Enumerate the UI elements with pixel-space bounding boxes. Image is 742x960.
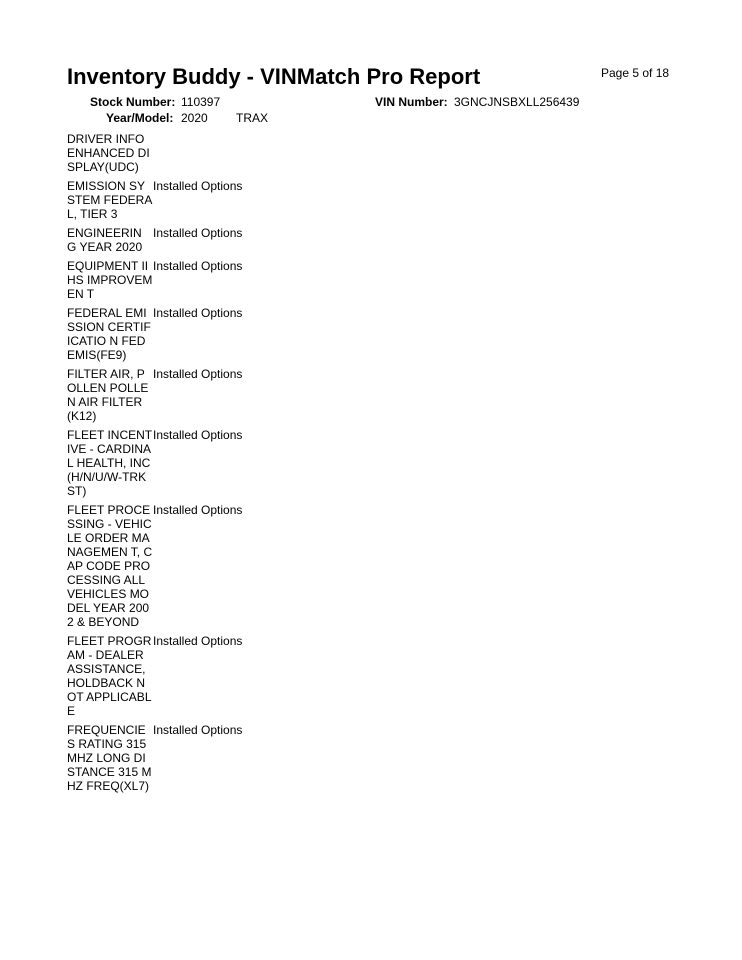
- list-item: [67, 634, 327, 718]
- list-item: [67, 132, 327, 174]
- report-title: Inventory Buddy - VINMatch Pro Report: [67, 64, 481, 89]
- stock-number-value: 110397: [181, 95, 221, 109]
- option-name: FILTER AIR, POLLEN POLLEN AIR FILTER(K12): [67, 367, 149, 423]
- option-type: Installed Options: [153, 428, 243, 442]
- option-name: FLEET INCENTIVE - CARDINAL HEALTH, INC (H/N/U/W-TRK ST): [67, 428, 153, 498]
- model-value: TRAX: [236, 111, 269, 125]
- option-type: Installed Options: [153, 634, 243, 648]
- list-item: [67, 503, 327, 629]
- option-name: FREQUENCIE S RATING 315 MHZ LONG DISTANCE 315 MHZ FREQ(XL7): [67, 723, 152, 793]
- option-type: Installed Options: [153, 179, 243, 193]
- list-item: [67, 367, 327, 423]
- year-value: 2020: [181, 111, 208, 125]
- option-type: Installed Options: [153, 226, 243, 240]
- list-item: [67, 179, 327, 221]
- option-name: EMISSION SYSTEM FEDERAL, TIER 3: [67, 179, 153, 221]
- option-type: Installed Options: [153, 367, 243, 381]
- option-name: ENGINEERIN G YEAR 2020: [67, 226, 143, 254]
- year-model-label: Year/Model:: [106, 111, 174, 125]
- option-name: DRIVER INFO ENHANCED DISPLAY(UDC): [67, 132, 150, 174]
- option-name: EQUIPMENT IIHS IMPROVEMEN T: [67, 259, 153, 301]
- vin-value: 3GNCJNSBXLL256439: [454, 95, 580, 109]
- option-type: Installed Options: [153, 503, 243, 517]
- list-item: [67, 226, 327, 254]
- option-name: FLEET PROCESSING - VEHICLE ORDER MANAGEMEN T, CAP CODE PROCESSING ALL VEHICLES MODEL YEAR 2002 & BEYOND: [67, 503, 153, 629]
- list-item: [67, 306, 327, 362]
- option-type: Installed Options: [153, 723, 243, 737]
- options-list: [67, 132, 327, 798]
- option-name: FEDERAL EMISSION CERTIFICATIO N FED EMIS(FE9): [67, 306, 151, 362]
- list-item: [67, 723, 327, 793]
- vin-label: VIN Number:: [375, 95, 448, 109]
- option-name: FLEET PROGRAM - DEALER ASSISTANCE, HOLDBACK NOT APPLICABLE: [67, 634, 152, 718]
- stock-number-label: Stock Number:: [90, 95, 176, 109]
- option-type: Installed Options: [153, 306, 243, 320]
- list-item: [67, 259, 327, 301]
- list-item: [67, 428, 327, 498]
- page-indicator: Page 5 of 18: [601, 66, 670, 80]
- option-type: Installed Options: [153, 259, 243, 273]
